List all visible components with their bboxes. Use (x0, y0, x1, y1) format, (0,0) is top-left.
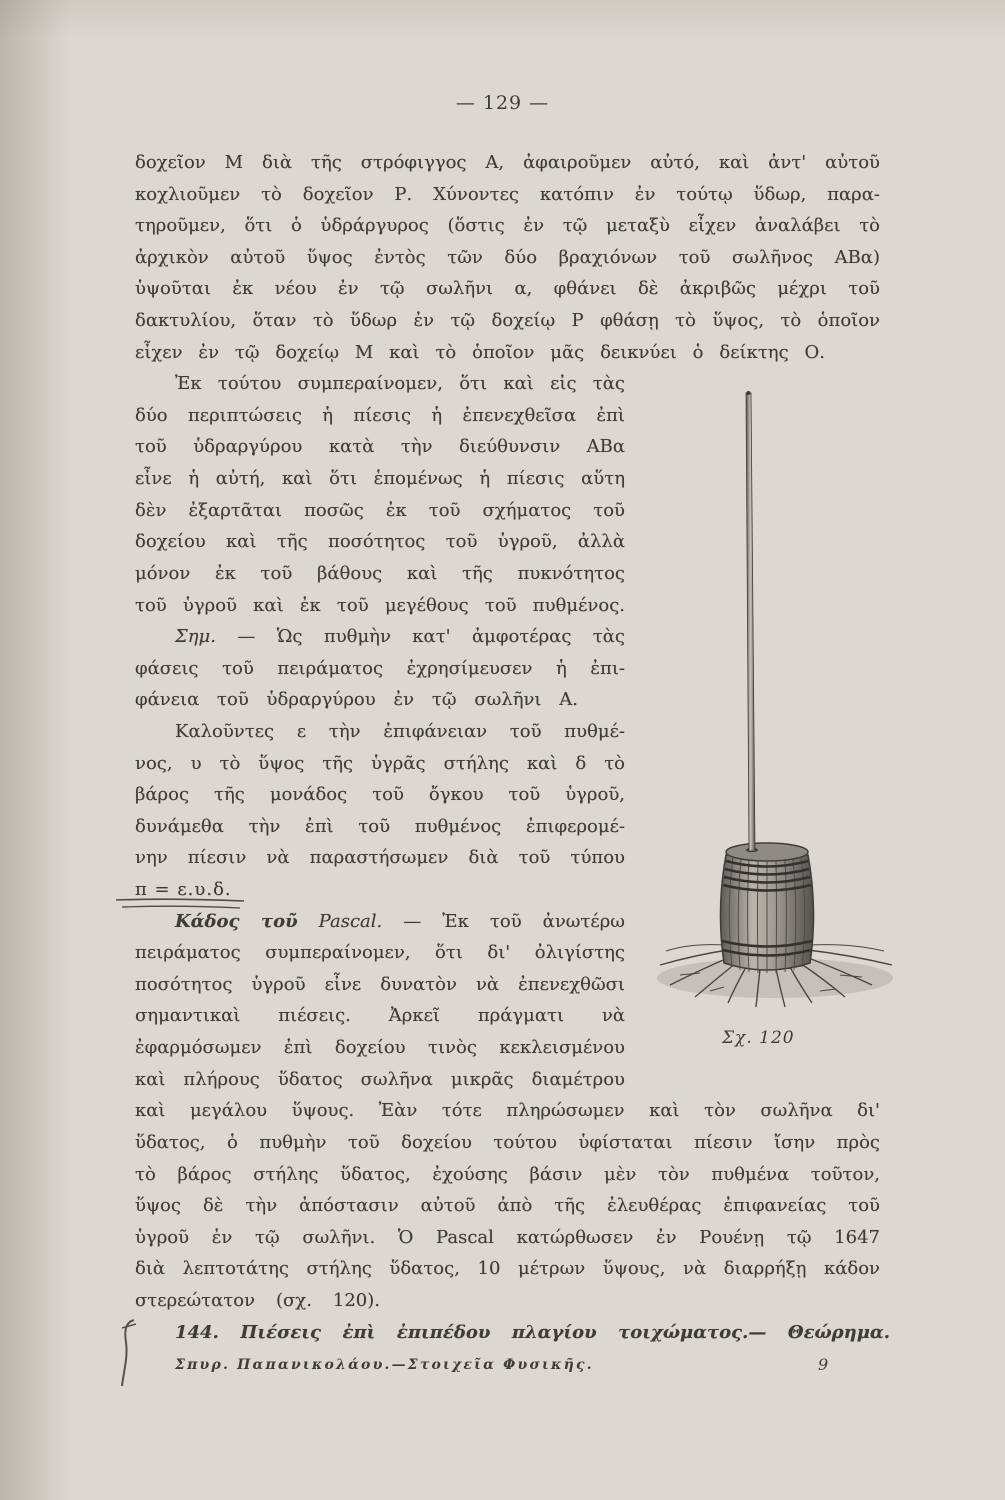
body-line: νος, υ τὸ ὕψος τῆς ὑγρᾶς στήλης καὶ δ τὸ (135, 752, 625, 774)
barrel-top (726, 843, 808, 861)
body-line: καὶ μεγάλου ὕψους. Ἐὰν τότε πληρώσωμεν καὶ τὸν σωλῆνα δι' (135, 1100, 880, 1122)
body-line: τὸ βάρος στήλης ὕδατος, ἐχούσης βάσιν μὲν τὸν πυθμένα τοῦτον, (135, 1163, 880, 1185)
pencil-underline (112, 894, 252, 916)
body-line: δακτυλίου, ὅταν τὸ ὕδωρ ἐν τῷ δοχείῳ Ρ φθάσῃ τὸ ὕψος, τὸ ὁποῖον (135, 310, 880, 332)
pascal-text: — Ἐκ τοῦ ἀνωτέρω (403, 910, 625, 932)
binding-shadow (0, 0, 70, 1500)
figure-caption: Σχ. 120 (722, 1028, 795, 1048)
note-line (135, 621, 625, 653)
body-line: εἶνε ἡ αὐτή, καὶ ὅτι ἑπομένως ἡ πίεσις αὕτη (135, 468, 625, 490)
body-line: τοῦ ὑγροῦ καὶ ἐκ τοῦ μεγέθους τοῦ πυθμένος. (135, 594, 625, 616)
note-line: φάνεια τοῦ ὑδραργύρου ἐν τῷ σωλῆνι Α. (135, 689, 578, 711)
body-line: ὕδατος, ὁ πυθμὴν τοῦ δοχείου τούτου ὑφίσταται πίεσιν ἴσην πρὸς (135, 1131, 880, 1153)
body-line: σημαντικαὶ πιέσεις. Ἀρκεῖ πράγματι νὰ (135, 1005, 625, 1027)
body-line: διὰ λεπτοτάτης στήλης ὕδατος, 10 μέτρων ὕψους, νὰ διαρρήξῃ κάδον (135, 1258, 880, 1280)
body-line: ποσότητος ὑγροῦ εἶνε δυνατὸν νὰ ἐπενεχθῶσι (135, 973, 625, 995)
body-line: τηροῦμεν, ὅτι ὁ ὑδράργυρος (ὅστις ἐν τῷ μεταξὺ εἶχεν ἀναλάβει τὸ (135, 215, 880, 237)
body-line: πειράματος συμπεραίνομεν, ὅτι δι' ὀλιγίστης (135, 942, 625, 964)
body-line: δοχεῖον Μ διὰ τῆς στρόφιγγος Α, ἀφαιροῦμεν αὐτό, καὶ ἀντ' αὐτοῦ (135, 152, 880, 173)
pascal-heading: Κάδος τοῦ (175, 910, 298, 932)
note-text: — Ὡς πυθμὴν κατ' ἀμφοτέρας τὰς (237, 626, 625, 648)
page-edge-shadow (0, 0, 1005, 40)
page-number: — 129 — (455, 92, 550, 114)
body-line: δὲν ἐξαρτᾶται ποσῶς ἐκ τοῦ σχήματος τοῦ (135, 499, 625, 521)
body-line: κοχλιοῦμεν τὸ δοχεῖον Ρ. Χύνοντες κατόπιν ἐν τούτῳ ὕδωρ, παρα- (135, 183, 880, 205)
body-line: βάρος τῆς μονάδος τοῦ ὄγκου τοῦ ὑγροῦ, (135, 784, 625, 806)
pascal-name: Pascal. (318, 910, 383, 932)
body-line: δυνάμεθα τὴν ἐπὶ τοῦ πυθμένος ἐπιφερομέ- (135, 815, 625, 837)
note-label: Σημ. (175, 626, 216, 648)
note-line: φάσεις τοῦ πειράματος ἐχρησίμευσεν ἡ ἐπι- (135, 657, 625, 679)
body-line: μόνον ἐκ τοῦ βάθους καὶ τῆς πυκνότητος (135, 562, 625, 584)
body-line: ὑγροῦ ἐν τῷ σωλῆνι. Ὁ Pascal κατώρθωσεν ἐν Ρουένῃ τῷ 1647 (135, 1226, 880, 1248)
body-line: δοχείου καὶ τῆς ποσότητος τοῦ ὑγροῦ, ἀλλὰ (135, 531, 625, 553)
body-line: Καλοῦντες ε τὴν ἐπιφάνειαν τοῦ πυθμέ- (175, 720, 625, 742)
body-line: ὕψος δὲ τὴν ἀπόστασιν αὐτοῦ ἀπὸ τῆς ἐλευθέρας ἐπιφανείας τοῦ (135, 1195, 880, 1217)
body-line: ἐφαρμόσωμεν ἐπὶ δοχείου τινὸς κεκλεισμένου (135, 1037, 625, 1059)
pencil-margin-mark (112, 1312, 142, 1392)
body-line: ὑψοῦται ἐκ νέου ἐν τῷ σωλῆνι α, φθάνει δὲ ἀκριβῶς μέχρι τοῦ (135, 278, 880, 300)
tube (746, 393, 755, 851)
body-line: τοῦ ὑδραργύρου κατὰ τὴν διεύθυνσιν ΑΒα (135, 436, 625, 458)
body-line: εἶχεν ἐν τῷ δοχείῳ Μ καὶ τὸ ὁποῖον μᾶς δεικνύει ὁ δείκτης Ο. (135, 341, 825, 363)
section-number: 144. (175, 1321, 219, 1343)
body-line: νην πίεσιν νὰ παραστήσωμεν διὰ τοῦ τύπου (135, 847, 625, 869)
formula: π = ε.υ.δ. (135, 879, 232, 901)
section-heading (135, 1317, 890, 1349)
section-title: Πιέσεις ἐπὶ ἐπιπέδου πλαγίου τοιχώματος.— Θεώρημα. (240, 1321, 890, 1343)
body-line: ἀρχικὸν αὐτοῦ ὕψος ἐντὸς τῶν δύο βραχιόνων τοῦ σωλῆνος ΑΒα) (135, 246, 880, 268)
footer-signature: Σπυρ. Παπανικολάου.—Στοιχεῖα Φυσικῆς. (175, 1357, 594, 1373)
body-line: στερεώτατον (σχ. 120). (135, 1289, 380, 1311)
footer-sheet-number: 9 (818, 1355, 829, 1374)
body-line: καὶ πλήρους ὕδατος σωλῆνα μικρᾶς διαμέτρου (135, 1068, 625, 1090)
body-line: δύο περιπτώσεις ἡ πίεσις ἡ ἐπενεχθεῖσα ἐπὶ (135, 404, 625, 426)
body-line: Ἐκ τούτου συμπεραίνομεν, ὅτι καὶ εἰς τὰς (175, 373, 625, 395)
tube-top (747, 391, 751, 395)
pascal-barrel-figure (640, 385, 910, 1025)
